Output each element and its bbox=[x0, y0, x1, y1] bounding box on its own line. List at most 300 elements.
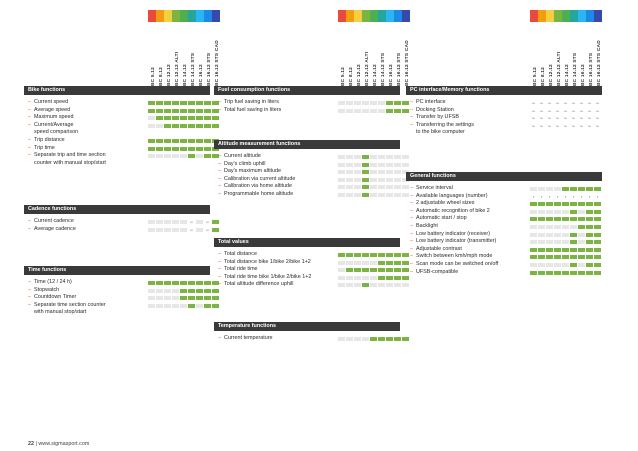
cell-available bbox=[386, 261, 393, 265]
feature-row bbox=[410, 107, 454, 115]
feature-availability bbox=[148, 154, 220, 159]
cell-unavailable bbox=[346, 261, 353, 265]
cell-optional: ••• bbox=[563, 108, 568, 113]
cell-available bbox=[212, 304, 219, 308]
cell-unavailable bbox=[156, 220, 163, 224]
model-name: BC 16.12 STS bbox=[397, 52, 402, 86]
bullet-dash: – bbox=[28, 99, 31, 105]
cell-available bbox=[164, 124, 171, 128]
cell-optional: ••• bbox=[531, 116, 536, 121]
cell-unavailable bbox=[338, 109, 345, 113]
cell-optional: ••• bbox=[205, 227, 210, 232]
cell-unavailable bbox=[394, 178, 401, 182]
model-color-swatch bbox=[578, 10, 586, 22]
cell-available bbox=[570, 263, 577, 267]
cell-unavailable bbox=[578, 210, 585, 214]
model-header bbox=[370, 24, 378, 86]
cell-unavailable bbox=[148, 304, 155, 308]
cell-unavailable bbox=[394, 185, 401, 189]
cell-available bbox=[530, 217, 537, 221]
cell-available bbox=[594, 202, 601, 206]
cell-available bbox=[362, 163, 369, 167]
cell-optional: ••• bbox=[547, 116, 552, 121]
cell-available bbox=[148, 109, 155, 113]
cell-available bbox=[586, 255, 593, 259]
cell-unavailable bbox=[338, 193, 345, 197]
model-name: BC 5.12 bbox=[341, 67, 346, 86]
feature-row bbox=[218, 259, 311, 267]
feature-label: Transfer by UFSB bbox=[416, 114, 459, 121]
model-header bbox=[394, 24, 402, 86]
cell-available bbox=[188, 109, 195, 113]
section-header: Temperature functions bbox=[214, 322, 400, 331]
cell-unavailable bbox=[354, 261, 361, 265]
model-name: BC 8.12 bbox=[159, 67, 164, 86]
feature-availability bbox=[148, 296, 220, 301]
feature-availability bbox=[338, 193, 410, 198]
feature-availability bbox=[338, 253, 410, 258]
cell-unavailable bbox=[338, 155, 345, 159]
feature-row bbox=[218, 251, 257, 259]
section-header: Cadence functions bbox=[24, 205, 210, 214]
cell-unavailable bbox=[394, 283, 401, 287]
feature-row bbox=[218, 274, 311, 282]
cell-available bbox=[362, 253, 369, 257]
cell-unavailable bbox=[346, 193, 353, 197]
cell-available bbox=[346, 253, 353, 257]
feature-availability bbox=[530, 109, 602, 114]
model-header bbox=[362, 24, 370, 86]
bullet-dash: – bbox=[410, 114, 413, 121]
feature-availability bbox=[148, 147, 220, 152]
cell-available bbox=[180, 116, 187, 120]
cell-available bbox=[172, 124, 179, 128]
cell-available bbox=[562, 255, 569, 259]
model-color-swatch bbox=[212, 10, 220, 22]
cell-available bbox=[172, 116, 179, 120]
feature-label: Current speed bbox=[34, 99, 69, 105]
model-header bbox=[570, 24, 578, 86]
model-color-swatch bbox=[370, 10, 378, 22]
cell-unavailable bbox=[346, 337, 353, 341]
model-color-bar bbox=[338, 10, 410, 22]
model-name: BC 16.12 bbox=[389, 64, 394, 86]
cell-optional: ••• bbox=[555, 116, 560, 121]
cell-available bbox=[546, 255, 553, 259]
cell-unavailable bbox=[338, 178, 345, 182]
cell-optional: ••• bbox=[563, 123, 568, 128]
cell-optional: ••• bbox=[587, 101, 592, 105]
bullet-dash: – bbox=[410, 121, 413, 128]
cell-unavailable bbox=[546, 225, 553, 229]
feature-label: Service interval bbox=[416, 185, 453, 191]
cell-available bbox=[212, 228, 219, 232]
cell-unavailable bbox=[530, 263, 537, 267]
feature-availability bbox=[338, 283, 410, 288]
cell-unavailable bbox=[370, 261, 377, 265]
cell-unavailable bbox=[164, 154, 171, 158]
cell-unavailable bbox=[554, 263, 561, 267]
cell-unavailable bbox=[370, 283, 377, 287]
section-header: Bike functions bbox=[24, 86, 210, 95]
cell-optional: ••• bbox=[555, 108, 560, 113]
model-name: BC 14.12 STS bbox=[381, 52, 386, 86]
cell-available bbox=[196, 124, 203, 128]
cell-available bbox=[562, 202, 569, 206]
model-name: BC 12.12 bbox=[549, 64, 554, 86]
cell-available bbox=[180, 139, 187, 143]
feature-row bbox=[410, 185, 453, 193]
cell-available bbox=[586, 233, 593, 237]
cell-unavailable bbox=[346, 101, 353, 105]
cell-optional: ••• bbox=[205, 220, 210, 224]
cell-available bbox=[148, 147, 155, 151]
feature-row bbox=[410, 215, 467, 223]
cell-value: 7 bbox=[564, 194, 567, 199]
cell-available bbox=[370, 268, 377, 272]
cell-available bbox=[370, 253, 377, 257]
bullet-dash: – bbox=[218, 183, 221, 190]
feature-row bbox=[28, 309, 86, 317]
cell-unavailable bbox=[538, 263, 545, 267]
cell-unavailable bbox=[164, 289, 171, 293]
cell-optional: ••• bbox=[539, 123, 544, 128]
cell-available bbox=[570, 233, 577, 237]
cell-unavailable bbox=[354, 155, 361, 159]
cell-unavailable bbox=[362, 261, 369, 265]
cell-unavailable bbox=[338, 276, 345, 280]
model-name: BC 5.12 bbox=[151, 67, 156, 86]
feature-availability bbox=[530, 263, 602, 268]
cell-unavailable bbox=[546, 240, 553, 244]
model-header bbox=[164, 24, 172, 86]
cell-optional: ••• bbox=[587, 116, 592, 121]
bullet-dash: – bbox=[28, 294, 31, 301]
bullet-dash: – bbox=[410, 106, 413, 113]
cell-available bbox=[586, 202, 593, 206]
cell-available bbox=[538, 255, 545, 259]
cell-unavailable bbox=[538, 225, 545, 229]
cell-unavailable bbox=[156, 304, 163, 308]
cell-unavailable bbox=[386, 283, 393, 287]
model-color-swatch bbox=[570, 10, 578, 22]
feature-row bbox=[218, 183, 292, 191]
cell-available bbox=[204, 116, 211, 120]
cell-unavailable bbox=[378, 178, 385, 182]
feature-label: speed comparison bbox=[34, 129, 79, 136]
model-color-swatch bbox=[156, 10, 164, 22]
cell-unavailable bbox=[370, 178, 377, 182]
bullet-dash: – bbox=[410, 268, 413, 275]
cell-available bbox=[402, 261, 409, 265]
cell-unavailable bbox=[164, 228, 171, 232]
cell-unavailable bbox=[562, 225, 569, 229]
cell-unavailable bbox=[402, 283, 409, 287]
feature-label: Current/Average bbox=[34, 121, 74, 128]
cell-available bbox=[394, 337, 401, 341]
feature-row bbox=[410, 193, 488, 201]
cell-value: 7 bbox=[548, 194, 551, 199]
cell-unavailable bbox=[338, 101, 345, 105]
footer-separator: | bbox=[35, 441, 37, 447]
bullet-dash: – bbox=[28, 121, 31, 128]
cell-unavailable bbox=[394, 170, 401, 174]
model-name: BC 14.12 STS bbox=[191, 52, 196, 86]
bullet-dash: – bbox=[410, 245, 413, 252]
cell-unavailable bbox=[180, 154, 187, 158]
cell-unavailable bbox=[554, 210, 561, 214]
cell-unavailable bbox=[338, 283, 345, 287]
cell-unavailable bbox=[530, 233, 537, 237]
feature-row bbox=[410, 269, 458, 277]
cell-unavailable bbox=[370, 185, 377, 189]
model-name: BC 16.12 STS CAD bbox=[215, 40, 220, 86]
cell-optional: ••• bbox=[563, 116, 568, 121]
cell-unavailable bbox=[370, 276, 377, 280]
cell-available bbox=[586, 263, 593, 267]
cell-available bbox=[530, 271, 537, 275]
cell-available bbox=[570, 255, 577, 259]
feature-availability bbox=[338, 163, 410, 168]
model-header bbox=[546, 24, 554, 86]
cell-value: 7 bbox=[596, 194, 599, 199]
cell-unavailable bbox=[180, 220, 187, 224]
feature-availability bbox=[530, 101, 602, 106]
bullet-dash: – bbox=[410, 223, 413, 229]
cell-available bbox=[156, 281, 163, 285]
feature-label: Trip fuel saving in liters bbox=[224, 99, 279, 105]
cell-unavailable bbox=[354, 170, 361, 174]
cell-unavailable bbox=[378, 163, 385, 167]
feature-row bbox=[28, 152, 106, 160]
cell-available bbox=[156, 147, 163, 151]
section-header: PC interface/Memory functions bbox=[406, 86, 602, 95]
feature-row bbox=[28, 137, 65, 145]
model-name: BC 12.12 bbox=[167, 64, 172, 86]
model-color-swatch bbox=[180, 10, 188, 22]
model-name: BC 14.12 STS bbox=[573, 52, 578, 86]
cell-unavailable bbox=[148, 116, 155, 120]
feature-row bbox=[410, 129, 465, 137]
cell-unavailable bbox=[346, 178, 353, 182]
cell-unavailable bbox=[386, 178, 393, 182]
cell-available bbox=[594, 225, 601, 229]
bullet-dash: – bbox=[28, 137, 31, 143]
bullet-dash: – bbox=[218, 191, 221, 197]
feature-row bbox=[410, 208, 490, 216]
model-header bbox=[172, 24, 180, 86]
cell-available bbox=[578, 217, 585, 221]
feature-row bbox=[410, 99, 446, 107]
model-name: BC 12.12 ALTI bbox=[365, 51, 370, 86]
cell-unavailable bbox=[538, 187, 545, 191]
cell-optional: ••• bbox=[571, 116, 576, 121]
feature-label: Switch between kmh/mph mode bbox=[416, 253, 493, 260]
cell-available bbox=[204, 109, 211, 113]
cell-unavailable bbox=[346, 283, 353, 287]
cell-available bbox=[164, 281, 171, 285]
model-color-swatch bbox=[386, 10, 394, 22]
bullet-dash: – bbox=[410, 238, 413, 245]
cell-available bbox=[586, 271, 593, 275]
page-footer bbox=[28, 441, 89, 447]
feature-label: Average speed bbox=[34, 106, 71, 113]
cell-available bbox=[156, 116, 163, 120]
bullet-dash: – bbox=[410, 253, 413, 260]
feature-label: Trip distance bbox=[34, 137, 65, 143]
model-names bbox=[148, 24, 220, 86]
bullet-dash: – bbox=[218, 258, 221, 265]
feature-availability bbox=[530, 271, 602, 276]
feature-row bbox=[410, 114, 459, 122]
cell-unavailable bbox=[402, 185, 409, 189]
feature-availability bbox=[148, 124, 220, 129]
cell-optional: ••• bbox=[571, 108, 576, 113]
model-header bbox=[402, 24, 410, 86]
feature-row bbox=[410, 231, 490, 239]
cell-available bbox=[196, 281, 203, 285]
cell-unavailable bbox=[338, 185, 345, 189]
bullet-dash: – bbox=[218, 168, 221, 175]
cell-unavailable bbox=[402, 155, 409, 159]
feature-label: Programmable home altitude bbox=[224, 191, 294, 197]
model-color-swatch bbox=[338, 10, 346, 22]
cell-available bbox=[554, 248, 561, 252]
cell-optional: ••• bbox=[595, 123, 600, 128]
cell-unavailable bbox=[156, 228, 163, 232]
bullet-dash: – bbox=[218, 335, 221, 341]
cell-available bbox=[172, 101, 179, 105]
cell-unavailable bbox=[354, 185, 361, 189]
cell-available bbox=[594, 233, 601, 237]
cell-available bbox=[538, 217, 545, 221]
model-header bbox=[562, 24, 570, 86]
cell-unavailable bbox=[346, 276, 353, 280]
cell-available bbox=[538, 271, 545, 275]
feature-availability bbox=[148, 101, 220, 106]
cell-optional: ••• bbox=[587, 108, 592, 113]
cell-unavailable bbox=[378, 155, 385, 159]
footer-url[interactable]: www.sigmasport.com bbox=[38, 441, 90, 447]
feature-label: counter with manual stop/start bbox=[34, 159, 106, 166]
cell-available bbox=[402, 268, 409, 272]
cell-unavailable bbox=[546, 263, 553, 267]
cell-unavailable bbox=[354, 109, 361, 113]
cell-unavailable bbox=[378, 283, 385, 287]
feature-row bbox=[218, 191, 293, 199]
feature-label: Transferring the settings bbox=[416, 121, 474, 128]
feature-row bbox=[28, 294, 76, 302]
feature-row bbox=[218, 335, 273, 343]
cell-available bbox=[594, 217, 601, 221]
cell-available bbox=[204, 289, 211, 293]
cell-unavailable bbox=[148, 154, 155, 158]
feature-row bbox=[28, 287, 59, 295]
cell-available bbox=[204, 101, 211, 105]
bullet-dash: – bbox=[28, 279, 31, 285]
cell-unavailable bbox=[196, 228, 203, 232]
cell-available bbox=[204, 296, 211, 300]
cell-unavailable bbox=[172, 154, 179, 158]
cell-unavailable bbox=[354, 101, 361, 105]
feature-label: Total altitude difference uphill bbox=[224, 281, 294, 288]
cell-value: 7 bbox=[540, 194, 543, 199]
cell-unavailable bbox=[378, 185, 385, 189]
feature-row bbox=[410, 261, 498, 269]
cell-available bbox=[594, 210, 601, 214]
cell-available bbox=[402, 109, 409, 113]
feature-label: Separate time section counter bbox=[34, 301, 106, 308]
feature-label: Low battery indicator (transmitter) bbox=[416, 238, 497, 245]
feature-row bbox=[410, 238, 496, 246]
cell-optional: ••• bbox=[595, 101, 600, 105]
feature-availability bbox=[530, 233, 602, 238]
cell-unavailable bbox=[196, 154, 203, 158]
bullet-dash: – bbox=[28, 152, 31, 159]
cell-available bbox=[188, 101, 195, 105]
cell-optional: ••• bbox=[555, 123, 560, 128]
cell-unavailable bbox=[386, 170, 393, 174]
cell-available bbox=[148, 101, 155, 105]
cell-available bbox=[394, 253, 401, 257]
section-header: Time functions bbox=[24, 266, 210, 275]
feature-availability bbox=[530, 124, 602, 129]
cell-available bbox=[148, 139, 155, 143]
cell-available bbox=[562, 217, 569, 221]
feature-label: Time (12 / 24 h) bbox=[34, 279, 72, 285]
cell-available bbox=[172, 147, 179, 151]
cell-available bbox=[188, 116, 195, 120]
feature-row bbox=[410, 253, 492, 261]
model-name: BC 8.12 bbox=[349, 67, 354, 86]
cell-available bbox=[204, 304, 211, 308]
model-header bbox=[538, 24, 546, 86]
model-name: BC 12.12 bbox=[357, 64, 362, 86]
cell-available bbox=[212, 124, 219, 128]
cell-available bbox=[554, 271, 561, 275]
model-header bbox=[196, 24, 204, 86]
cell-unavailable bbox=[148, 289, 155, 293]
cell-available bbox=[196, 101, 203, 105]
cell-value: 7 bbox=[580, 194, 583, 199]
cell-available bbox=[570, 187, 577, 191]
cell-unavailable bbox=[354, 283, 361, 287]
feature-row bbox=[28, 279, 72, 287]
bullet-dash: – bbox=[218, 160, 221, 167]
feature-availability bbox=[530, 116, 602, 121]
cell-available bbox=[578, 225, 585, 229]
cell-available bbox=[164, 139, 171, 143]
cell-unavailable bbox=[538, 210, 545, 214]
cell-unavailable bbox=[346, 155, 353, 159]
cell-available bbox=[212, 296, 219, 300]
cell-unavailable bbox=[196, 304, 203, 308]
cell-available bbox=[402, 337, 409, 341]
feature-row bbox=[218, 153, 261, 161]
feature-row bbox=[218, 281, 293, 289]
cell-unavailable bbox=[546, 187, 553, 191]
cell-unavailable bbox=[570, 225, 577, 229]
cell-available bbox=[196, 109, 203, 113]
bullet-dash: – bbox=[410, 207, 413, 214]
bullet-dash: – bbox=[28, 114, 31, 121]
model-color-swatch bbox=[346, 10, 354, 22]
cell-unavailable bbox=[172, 228, 179, 232]
cell-optional: ••• bbox=[579, 101, 584, 105]
feature-label: UFSB-compatible bbox=[416, 268, 459, 275]
cell-unavailable bbox=[530, 225, 537, 229]
feature-row bbox=[28, 302, 106, 310]
